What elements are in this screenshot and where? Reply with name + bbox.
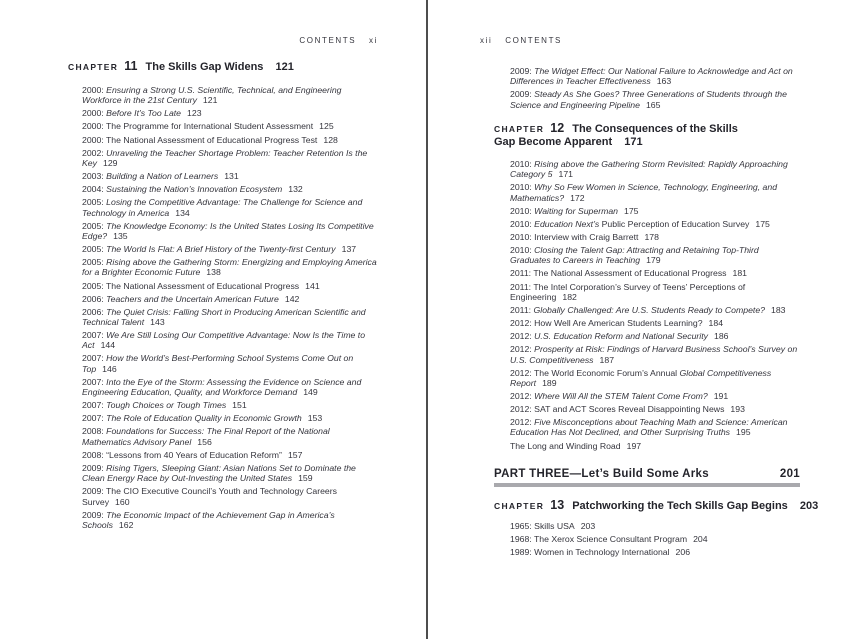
chapter-12-heading <box>494 122 756 149</box>
entry-year: 2000: <box>82 108 107 119</box>
entry-year: 2005: <box>82 244 107 255</box>
toc-entry <box>82 294 378 304</box>
chapter-title: The Consequences of the Skills Gap Become Apparent <box>494 122 738 148</box>
entry-year: 1989: <box>510 547 535 558</box>
entry-page-number: 206 <box>675 547 691 558</box>
entry-title: We Are Still Losing Our Competitive Advantage: Now Is the Time to Act <box>82 330 366 351</box>
running-head-label: CONTENTS <box>299 36 357 45</box>
chapter-page-number: 121 <box>275 61 294 73</box>
chapter-title: Patchworking the Tech Skills Gap Begins <box>572 499 788 512</box>
toc-entry <box>510 534 800 544</box>
entry-year: 1965: <box>510 520 535 531</box>
toc-entry <box>82 426 378 447</box>
toc-entries-chapter-12 <box>494 159 800 451</box>
entry-page-number: 186 <box>714 331 729 342</box>
entry-title: The Role of Education Quality in Economic Growth <box>106 413 302 424</box>
entry-page-number: 175 <box>624 205 639 216</box>
chapter-number: 12 <box>550 120 565 135</box>
chapter-page-number: 203 <box>799 499 819 512</box>
entry-year: 2007: <box>82 400 107 411</box>
toc-entry <box>82 353 378 374</box>
entry-year: 2011: <box>510 304 534 315</box>
entry-year: 2008: <box>82 449 107 460</box>
entry-title: Closing the Talent Gap: Attracting and Retaining Top-Third Graduates to Careers in Teaching <box>510 245 759 266</box>
entry-title: Ensuring a Strong U.S. Scientific, Technical, and Engineering Workforce in the 21st Century <box>82 85 342 106</box>
entry-title: Teachers and the Uncertain American Future <box>106 293 279 304</box>
chapter-13-heading <box>494 497 819 513</box>
part-page-number: 201 <box>779 467 800 480</box>
part-three-heading <box>494 468 800 487</box>
toc-entry <box>82 221 378 242</box>
entry-page-number: 153 <box>307 413 323 424</box>
toc-entry <box>510 417 800 438</box>
entry-page-number: 183 <box>771 304 786 315</box>
entry-title: The Knowledge Economy: Is the United States Losing Its Competitive Edge? <box>82 220 374 241</box>
entry-page-number: 187 <box>599 354 615 365</box>
entry-year: 2010: <box>510 218 535 229</box>
toc-entry <box>82 257 378 278</box>
entry-year: 2010: <box>510 158 535 169</box>
toc-entries-chapter-11 <box>68 85 378 530</box>
entry-title: The Long and Winding Road <box>510 440 621 451</box>
entry-year: 2007: <box>82 330 107 341</box>
toc-entry <box>82 135 378 145</box>
toc-entry <box>82 486 378 507</box>
entry-page-number: 189 <box>542 377 557 388</box>
toc-entry <box>510 268 800 278</box>
entry-year: 2010: <box>510 182 535 193</box>
entry-year: 2007: <box>82 353 107 364</box>
entry-year: 2011: <box>510 281 534 292</box>
toc-entry <box>82 450 378 460</box>
entry-title: The Widget Effect: Our National Failure to Acknowledge and Act on Differences in Teacher Effectiveness <box>510 66 793 87</box>
chapter-number: 13 <box>550 497 565 512</box>
entry-title: The CIO Executive Council’s Youth and Technology Careers Survey <box>82 486 337 507</box>
entry-title: Prosperity at Risk: Findings of Harvard Business School’s Survey on U.S. Competitiveness <box>510 344 798 365</box>
toc-entry <box>82 463 378 484</box>
entry-year: 1968: <box>510 533 534 544</box>
entry-title: Waiting for Superman <box>534 205 619 216</box>
entry-title: Before It’s Too Late <box>106 108 182 119</box>
entry-title: Foundations for Success: The Final Report of the National Mathematics Advisory Panel <box>82 426 330 447</box>
entry-title: Why So Few Women in Science, Technology, Engineering, and Mathematics? <box>510 182 778 203</box>
entry-year: 2012: <box>510 344 535 355</box>
entry-year: 2012: <box>510 390 535 401</box>
entry-page-number: 157 <box>287 449 303 460</box>
entry-page-number: 149 <box>303 387 318 398</box>
entry-page-number: 129 <box>102 157 118 168</box>
entry-year: 2010: <box>510 205 535 216</box>
entry-title: Interview with Craig Barrett <box>534 231 639 242</box>
toc-entry <box>510 182 800 203</box>
entry-title: The National Assessment of Educational Progress <box>533 268 727 279</box>
entry-title: Into the Eye of the Storm: Assessing the Evidence on Science and Engineering Education, Quality, and Workforce Demand <box>82 376 362 398</box>
toc-entry <box>82 307 378 328</box>
entry-title: The Quiet Crisis: Falling Short in Producing American Scientific and Technical Talent <box>82 306 366 327</box>
entry-title: Rising above the Gathering Storm Revisited: Rapidly Approaching Category 5 <box>510 158 788 180</box>
entry-page-number: 151 <box>232 400 247 411</box>
toc-entry <box>510 305 800 315</box>
toc-entry <box>82 197 378 218</box>
entry-title: Unraveling the Teacher Shortage Problem: Teacher Retention Is the Key <box>82 147 368 168</box>
toc-entry <box>82 171 378 181</box>
chapter-title: The Skills Gap Widens <box>145 61 264 73</box>
entry-title: U.S. Education Reform and National Security <box>534 331 708 342</box>
entry-year: 2005: <box>82 197 107 208</box>
entry-title: Building a Nation of Learners <box>106 171 219 182</box>
entry-title: How Well Are American Students Learning? <box>534 318 703 329</box>
running-head-label: CONTENTS <box>505 36 562 45</box>
chapter-page-number: 171 <box>624 135 643 148</box>
entry-page-number: 181 <box>732 268 748 279</box>
entry-page-number: 141 <box>305 280 320 291</box>
entry-page-number: 163 <box>656 76 672 87</box>
entry-page-number: 203 <box>580 520 596 531</box>
chapter-prefix: CHAPTER <box>68 62 119 72</box>
entry-page-number: 204 <box>693 533 708 544</box>
toc-entry <box>82 377 378 398</box>
entry-title: Rising above the Gathering Storm: Energizing and Employing America for a Brighter Economic Future <box>82 257 377 278</box>
toc-entry <box>510 282 800 303</box>
entry-page-number: 184 <box>708 318 724 329</box>
entry-year: 2004: <box>82 184 107 195</box>
entry-title: Where Will All the STEM Talent Come From? <box>534 390 708 401</box>
toc-entry <box>510 441 800 451</box>
entry-page-number: 162 <box>118 520 134 531</box>
entry-year: 2009: <box>82 486 106 497</box>
entry-year: 2005: <box>82 220 107 231</box>
entry-year: 2012: <box>510 367 534 378</box>
entry-year: 2009: <box>82 462 107 473</box>
entry-page-number: 121 <box>202 95 218 106</box>
toc-entry <box>82 148 378 169</box>
entry-page-number: 171 <box>558 169 573 180</box>
entry-year: 2005: <box>82 280 106 291</box>
entry-title: Global Competitiveness Report <box>510 367 772 388</box>
entry-page-number: 160 <box>115 496 130 507</box>
entry-page-number: 131 <box>224 171 239 182</box>
toc-entry <box>510 368 800 389</box>
entry-year: 2010: <box>510 245 535 256</box>
entry-page-number: 156 <box>197 436 212 447</box>
toc-entry <box>82 510 378 531</box>
toc-entry <box>510 391 800 401</box>
entry-year: 2012: <box>510 318 535 329</box>
entry-title: SAT and ACT Scores Reveal Disappointing News <box>534 404 725 415</box>
toc-entry <box>510 232 800 242</box>
toc-entry <box>82 413 378 423</box>
toc-entry <box>510 547 800 557</box>
entry-title: The Xerox Science Consultant Program <box>534 533 688 544</box>
entry-title: Education Next’s <box>534 218 602 229</box>
entry-page-number: 135 <box>113 230 128 241</box>
entry-title: The Intel Corporation’s Survey of Teens’ Perceptions of Engineering <box>510 281 746 302</box>
entry-page-number: 146 <box>102 363 117 374</box>
entry-page-number: 138 <box>206 267 221 278</box>
page-folio: xi <box>369 36 378 45</box>
toc-entries-chapter-11-continued <box>494 66 800 110</box>
toc-entry <box>82 281 378 291</box>
entry-title: Tough Choices or Tough Times <box>106 400 227 411</box>
page-divider <box>426 0 428 639</box>
toc-entry <box>510 344 800 365</box>
entry-year: 2007: <box>82 413 107 424</box>
entry-title: The Economic Impact of the Achievement Gap in America’s Schools <box>82 509 335 531</box>
running-head-right <box>480 36 800 45</box>
entry-title: The World Is Flat: A Brief History of the Twenty-first Century <box>106 244 336 255</box>
entry-page-number: 159 <box>298 473 313 484</box>
toc-entry <box>510 521 800 531</box>
entry-title: Losing the Competitive Advantage: The Challenge for Science and Technology in America <box>82 197 363 218</box>
entry-year: 2011: <box>510 268 534 279</box>
entry-title: “Lessons from 40 Years of Education Reform” <box>106 449 282 460</box>
entry-title: Public Perception of Education Survey <box>601 218 750 229</box>
entry-page-number: 143 <box>150 317 165 327</box>
entry-year: 2000: <box>82 85 107 95</box>
entry-year: 2006: <box>82 306 107 317</box>
toc-entry <box>82 330 378 351</box>
entry-page-number: 165 <box>645 99 661 110</box>
toc-entry <box>510 219 800 229</box>
entry-year: 2012: <box>510 404 535 415</box>
entry-title: The Programme for International Student Assessment <box>106 121 314 132</box>
page-left <box>68 36 378 533</box>
entry-page-number: 123 <box>187 108 202 119</box>
entry-year: 2009: <box>510 66 535 76</box>
entry-page-number: 137 <box>341 244 357 255</box>
chapter-prefix: CHAPTER <box>494 500 545 511</box>
entry-page-number: 195 <box>736 427 751 438</box>
entry-title: The National Assessment of Educational Progress <box>106 280 300 291</box>
part-label: PART THREE—Let’s Build Some Arks <box>494 467 709 480</box>
entry-year: 2010: <box>510 231 535 242</box>
entry-year: 2000: <box>82 134 106 145</box>
entry-title: Skills USA <box>534 520 575 531</box>
entry-page-number: 193 <box>730 404 745 415</box>
entry-year: 2009: <box>510 89 535 100</box>
entry-year: 2012: <box>510 417 535 428</box>
entry-year: 2012: <box>510 331 535 342</box>
entry-page-number: 182 <box>562 291 577 302</box>
toc-entry <box>510 245 800 266</box>
toc-entry <box>510 159 800 180</box>
entry-title: Women in Technology International <box>534 547 670 558</box>
chapter-11-heading <box>68 60 378 74</box>
entry-page-number: 175 <box>755 218 770 229</box>
toc-entry <box>510 404 800 414</box>
toc-entry <box>82 244 378 254</box>
entry-page-number: 134 <box>175 207 190 218</box>
entry-title: The World Economic Forum’s Annual <box>534 367 680 378</box>
entry-page-number: 172 <box>570 192 585 203</box>
entry-title: Globally Challenged: Are U.S. Students Ready to Compete? <box>533 304 765 315</box>
toc-entry <box>510 66 800 87</box>
toc-entry <box>82 121 378 131</box>
entry-title: Steady As She Goes? Three Generations of Students through the Science and Engineering Pipeline <box>510 89 787 110</box>
entry-page-number: 197 <box>626 440 642 451</box>
toc-entries-chapter-13 <box>494 521 800 557</box>
toc-entry <box>82 184 378 194</box>
entry-page-number: 178 <box>644 231 659 242</box>
entry-page-number: 128 <box>323 134 338 145</box>
toc-entry <box>510 206 800 216</box>
entry-page-number: 144 <box>100 340 116 351</box>
entry-title: The National Assessment of Educational Progress Test <box>106 134 318 145</box>
entry-title: Five Misconceptions about Teaching Math and Science: American Education Has Not Declined, and Other Surprising Truths <box>510 417 788 438</box>
entry-title: Rising Tigers, Sleeping Giant: Asian Nations Set to Dominate the Clean Energy Race by Out-Investing the United States <box>82 462 356 484</box>
entry-year: 2006: <box>82 293 107 304</box>
page-folio: xii <box>480 36 493 45</box>
entry-page-number: 125 <box>319 121 334 132</box>
entry-year: 2007: <box>82 376 107 387</box>
chapter-number: 11 <box>124 59 138 73</box>
entry-year: 2003: <box>82 171 107 182</box>
entry-title: Sustaining the Nation’s Innovation Ecosystem <box>106 184 283 195</box>
page-right <box>480 36 819 560</box>
entry-title: How the World’s Best-Performing School Systems Come Out on Top <box>82 353 354 374</box>
toc-entry <box>82 400 378 410</box>
running-head-left <box>68 36 378 45</box>
entry-year: 2009: <box>82 509 107 520</box>
chapter-prefix: CHAPTER <box>494 123 545 134</box>
toc-entry <box>510 331 800 341</box>
entry-year: 2000: <box>82 121 106 132</box>
toc-entry <box>510 318 800 328</box>
entry-page-number: 142 <box>284 293 300 304</box>
toc-entry <box>510 89 800 110</box>
entry-page-number: 132 <box>288 184 303 195</box>
entry-page-number: 179 <box>646 255 661 266</box>
entry-year: 2008: <box>82 426 107 437</box>
entry-year: 2002: <box>82 147 107 158</box>
entry-page-number: 191 <box>713 390 729 401</box>
entry-year: 2005: <box>82 257 107 268</box>
toc-entry <box>82 108 378 118</box>
toc-entry <box>82 85 378 106</box>
